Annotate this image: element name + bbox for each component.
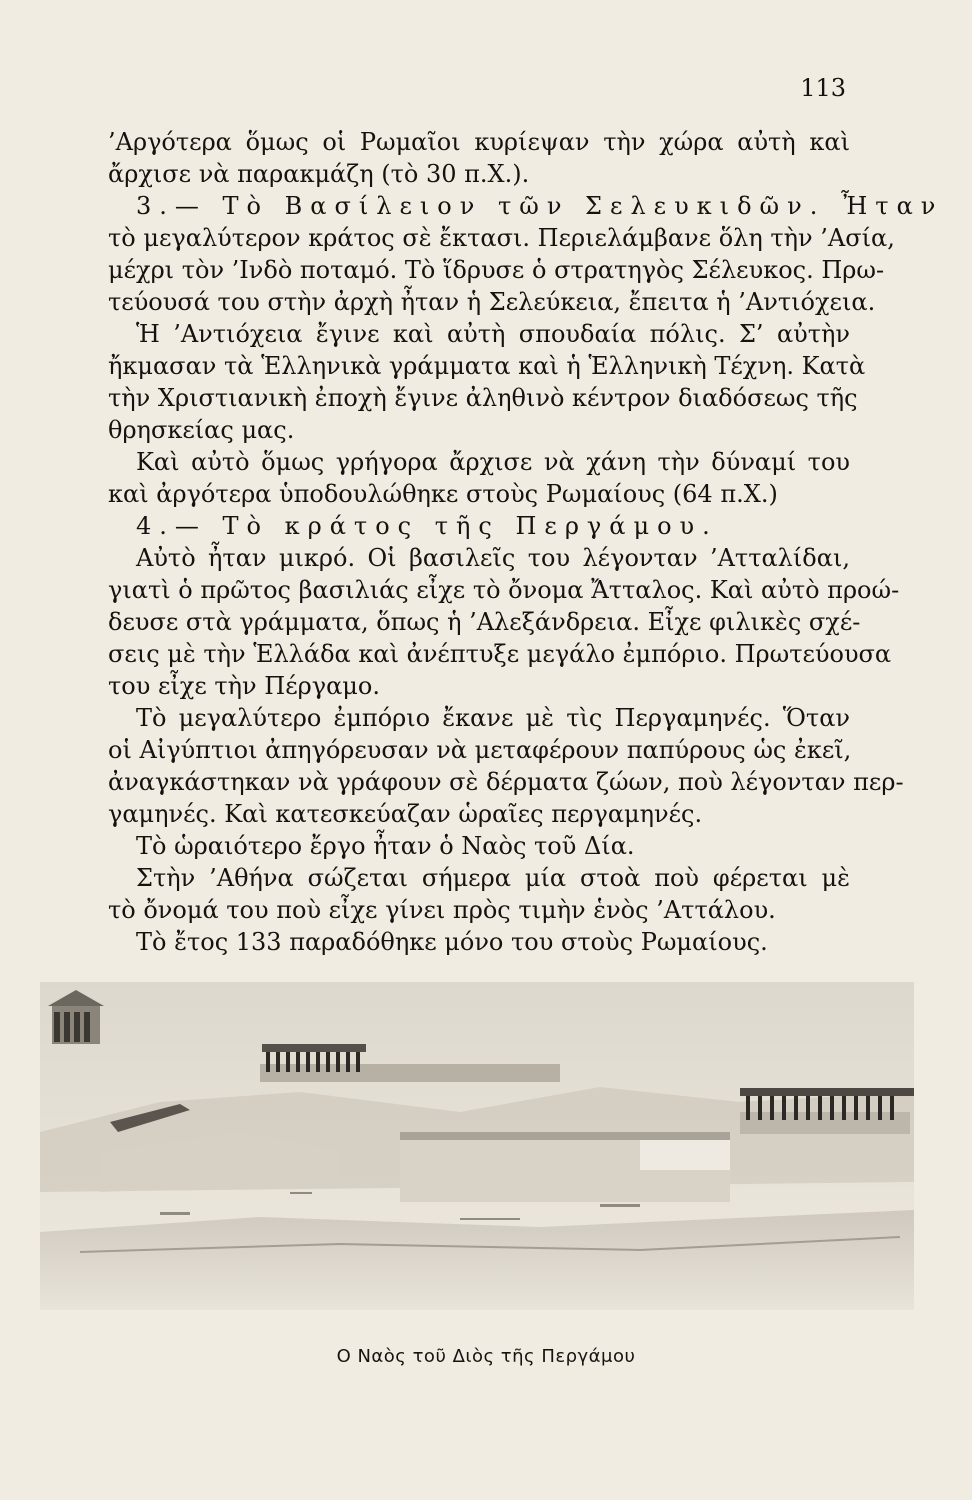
text-line: καὶ ἀργότερα ὑποδουλώθηκε στοὺς Ρωμαίους (64 π.Χ.) — [108, 480, 778, 508]
text-line: γιατὶ ὁ πρῶτος βασιλιάς εἶχε τὸ ὄνομα Ἄτταλος. Καὶ αὐτὸ προώ- — [108, 576, 900, 604]
body-text — [108, 126, 944, 958]
text-line: ἄρχισε νὰ παρακμάζη (τὸ 30 π.Χ.). — [108, 160, 530, 188]
page-number: 113 — [800, 74, 846, 102]
text-line: τὸ ὄνομά του ποὺ εἶχε γίνει πρὸς τιμὴν ἑνὸς ’Αττάλου. — [108, 896, 776, 924]
text-line: Στὴν ’Αθήνα σώζεται σήμερα μία στοὰ ποὺ φέρεται μὲ — [136, 864, 850, 892]
text-line: ’Αργότερα ὅμως οἱ Ρωμαῖοι κυρίεψαν τὴν χώρα αὐτὴ καὶ — [108, 128, 850, 156]
temple-ruins-illustration — [40, 982, 914, 1310]
text-line: Αὐτὸ ἦταν μικρό. Οἱ βασιλεῖς του λέγονταν ’Ατταλίδαι, — [136, 544, 850, 572]
text-line: μέχρι τὸν ’Ινδὸ ποταμό. Τὸ ἵδρυσε ὁ στρατηγὸς Σέλευκος. Πρω- — [108, 256, 885, 284]
text-line: Ἡ ’Αντιόχεια ἔγινε καὶ αὐτὴ σπουδαία πόλις. Σ’ αὐτὴν — [136, 320, 850, 348]
section-heading-pergamon: 4.— Τὸ κράτος τῆς Περγάμου. — [136, 512, 718, 540]
text-line: γαμηνές. Καὶ κατεσκεύαζαν ὡραῖες περγαμηνές. — [108, 800, 703, 828]
text-line: Καὶ αὐτὸ ὅμως γρήγορα ἄρχισε νὰ χάνη τὴν δύναμί του — [136, 448, 850, 476]
text-line: τὸ μεγαλύτερον κράτος σὲ ἔκτασι. Περιελάμβανε ὅλη τὴν ’Ασία, — [108, 224, 895, 252]
text-line: σεις μὲ τὴν Ἑλλάδα καὶ ἀνέπτυξε μεγάλο ἐμπόριο. Πρωτεύουσα — [108, 640, 892, 668]
text-line: θρησκείας μας. — [108, 416, 295, 444]
text-line: Τὸ μεγαλύτερο ἐμπόριο ἔκανε μὲ τὶς Περγαμηνές. Ὅταν — [136, 704, 850, 732]
temple-photo — [40, 982, 914, 1310]
text-line: ἀναγκάστηκαν νὰ γράφουν σὲ δέρματα ζώων, ποὺ λέγονταν περ- — [108, 768, 904, 796]
text-line: Τὸ ἔτος 133 παραδόθηκε μόνο του στοὺς Ρωμαίους. — [136, 928, 768, 956]
text-line: ἤκμασαν τὰ Ἑλληνικὰ γράμματα καὶ ἡ Ἑλληνικὴ Τέχνη. Κατὰ — [108, 352, 866, 380]
text-line: του εἶχε τὴν Πέργαμο. — [108, 672, 380, 700]
section-heading-seleucids: 3.— Τὸ Βασίλειον τῶν Σελευκιδῶν. Ἦταν — [136, 192, 944, 220]
text-line: δευσε στὰ γράμματα, ὅπως ἡ ’Αλεξάνδρεια. Εἶχε φιλικὲς σχέ- — [108, 608, 861, 636]
text-line: τεύουσά του στὴν ἀρχὴ ἦταν ἡ Σελεύκεια, ἔπειτα ἡ ’Αντιόχεια. — [108, 288, 876, 316]
text-line: οἱ Αἰγύπτιοι ἀπηγόρευσαν νὰ μεταφέρουν παπύρους ὡς ἐκεῖ, — [108, 736, 852, 764]
figure-caption: Ο Ναὸς τοῦ Διὸς τῆς Περγάμου — [336, 1346, 636, 1367]
text-line: τὴν Χριστιανικὴ ἐποχὴ ἔγινε ἀληθινὸ κέντρον διαδόσεως τῆς — [108, 384, 858, 412]
text-line: Τὸ ὡραιότερο ἔργο ἦταν ὁ Ναὸς τοῦ Δία. — [136, 832, 635, 860]
